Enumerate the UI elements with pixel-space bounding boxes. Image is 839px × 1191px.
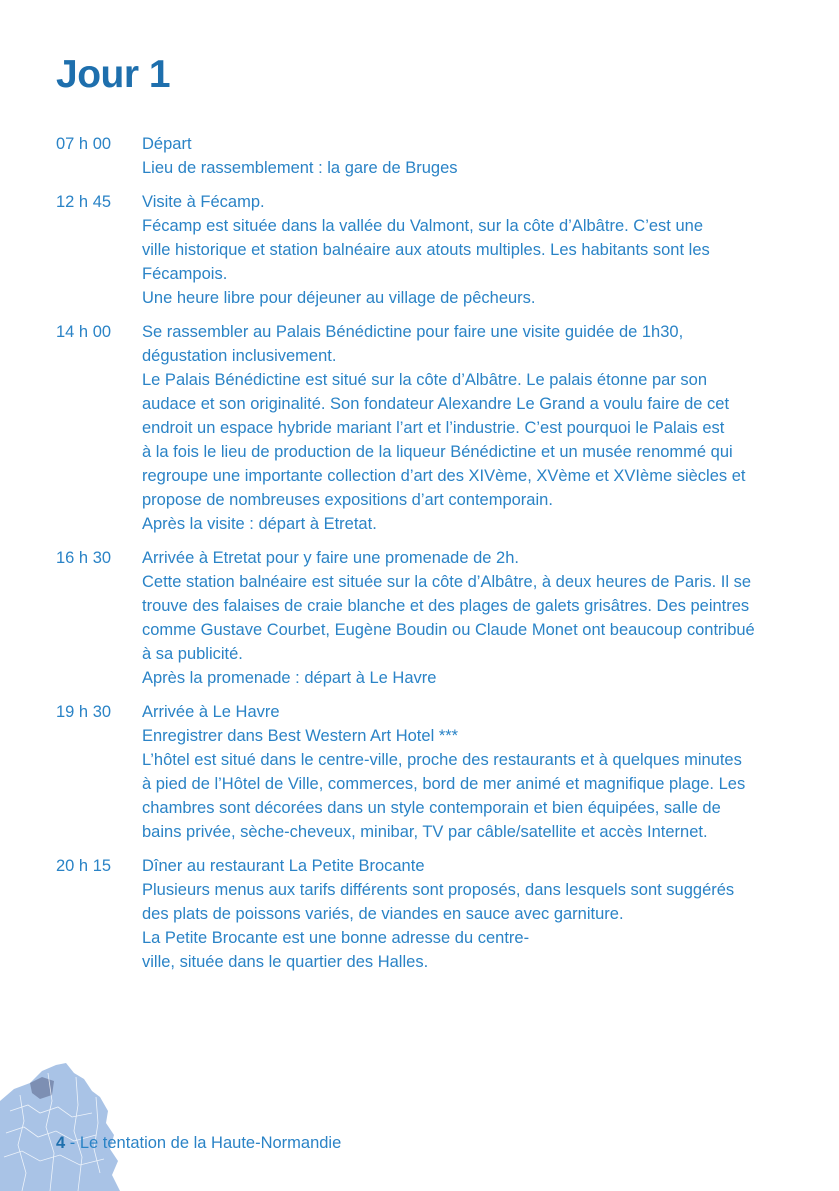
entry-line: à sa publicité. bbox=[142, 645, 243, 663]
entry-line: à pied de l’Hôtel de Ville, commerces, bord de mer animé et magnifique plage. Les bbox=[142, 775, 746, 793]
entry-line: Arrivée à Etretat pour y faire une promenade de 2h. bbox=[142, 549, 519, 567]
entry-line: à la fois le lieu de production de la liqueur Bénédictine et un musée renommé qui bbox=[142, 443, 733, 461]
schedule-entry bbox=[56, 320, 756, 536]
entry-line: endroit un espace hybride mariant l’art et l’industrie. C’est pourquoi le Palais est bbox=[142, 419, 725, 437]
entry-line: ville, située dans le quartier des Halles. bbox=[142, 953, 429, 971]
entry-time: 12 h 45 bbox=[56, 193, 112, 211]
entry-line: chambres sont décorées dans un style contemporain et bien équipées, salle de bbox=[142, 799, 721, 817]
entry-line: L’hôtel est situé dans le centre-ville, proche des restaurants et à quelques minutes bbox=[142, 751, 742, 769]
schedule-entry bbox=[56, 546, 756, 690]
entry-line: Fécampois. bbox=[142, 265, 228, 283]
entry-line: comme Gustave Courbet, Eugène Boudin ou Claude Monet ont beaucoup contribué bbox=[142, 621, 755, 639]
entry-description bbox=[142, 546, 756, 690]
france-map-graphic bbox=[0, 1061, 120, 1191]
entry-description bbox=[142, 320, 756, 536]
entry-line: propose de nombreuses expositions d’art contemporain. bbox=[142, 491, 553, 509]
page-number: 4 bbox=[56, 1134, 66, 1152]
schedule-entry bbox=[56, 132, 756, 180]
entry-line: bains privée, sèche-cheveux, minibar, TV par câble/satellite et accès Internet. bbox=[142, 823, 708, 841]
page-title: Jour 1 bbox=[56, 53, 171, 96]
entry-line: Départ bbox=[142, 135, 192, 153]
entry-line: Après la visite : départ à Etretat. bbox=[142, 515, 377, 533]
schedule-entry bbox=[56, 190, 756, 310]
entry-line: Fécamp est située dans la vallée du Valmont, sur la côte d’Albâtre. C’est une bbox=[142, 217, 703, 235]
entry-line: Plusieurs menus aux tarifs différents sont proposés, dans lesquels sont suggérés bbox=[142, 881, 735, 899]
footer-title: Le tentation de la Haute-Normandie bbox=[79, 1134, 342, 1152]
entry-time: 19 h 30 bbox=[56, 703, 112, 721]
entry-time: 14 h 00 bbox=[56, 323, 112, 341]
schedule-entry bbox=[56, 700, 756, 844]
entry-description bbox=[142, 190, 756, 310]
entry-line: Enregistrer dans Best Western Art Hotel *** bbox=[142, 727, 459, 745]
entry-description bbox=[142, 132, 756, 180]
entry-description bbox=[142, 700, 756, 844]
page-footer bbox=[56, 1132, 341, 1154]
entry-line: dégustation inclusivement. bbox=[142, 347, 337, 365]
schedule bbox=[56, 132, 756, 984]
entry-line: Le Palais Bénédictine est situé sur la côte d’Albâtre. Le palais étonne par son bbox=[142, 371, 708, 389]
entry-line: audace et son originalité. Son fondateur Alexandre Le Grand a voulu faire de cet bbox=[142, 395, 730, 413]
entry-line: Visite à Fécamp. bbox=[142, 193, 265, 211]
entry-time: 07 h 00 bbox=[56, 135, 112, 153]
entry-description bbox=[142, 854, 756, 974]
map-region-shape bbox=[0, 1063, 120, 1191]
entry-line: regroupe une importante collection d’art des XIVème, XVème et XVIème siècles et bbox=[142, 467, 746, 485]
entry-time: 16 h 30 bbox=[56, 549, 112, 567]
entry-line: des plats de poissons variés, de viandes en sauce avec garniture. bbox=[142, 905, 624, 923]
schedule-entry bbox=[56, 854, 756, 974]
footer-separator: - bbox=[65, 1134, 80, 1152]
entry-line: Arrivée à Le Havre bbox=[142, 703, 280, 721]
entry-time: 20 h 15 bbox=[56, 857, 112, 875]
entry-line: Se rassembler au Palais Bénédictine pour faire une visite guidée de 1h30, bbox=[142, 323, 684, 341]
entry-line: La Petite Brocante est une bonne adresse du centre- bbox=[142, 929, 530, 947]
entry-line: Après la promenade : départ à Le Havre bbox=[142, 669, 437, 687]
entry-line: Une heure libre pour déjeuner au village de pêcheurs. bbox=[142, 289, 536, 307]
entry-line: Lieu de rassemblement : la gare de Bruges bbox=[142, 159, 458, 177]
entry-line: Dîner au restaurant La Petite Brocante bbox=[142, 857, 425, 875]
entry-line: trouve des falaises de craie blanche et des plages de galets grisâtres. Des peintres bbox=[142, 597, 750, 615]
entry-line: Cette station balnéaire est située sur la côte d’Albâtre, à deux heures de Paris. Il se bbox=[142, 573, 752, 591]
entry-line: ville historique et station balnéaire aux atouts multiples. Les habitants sont les bbox=[142, 241, 710, 259]
